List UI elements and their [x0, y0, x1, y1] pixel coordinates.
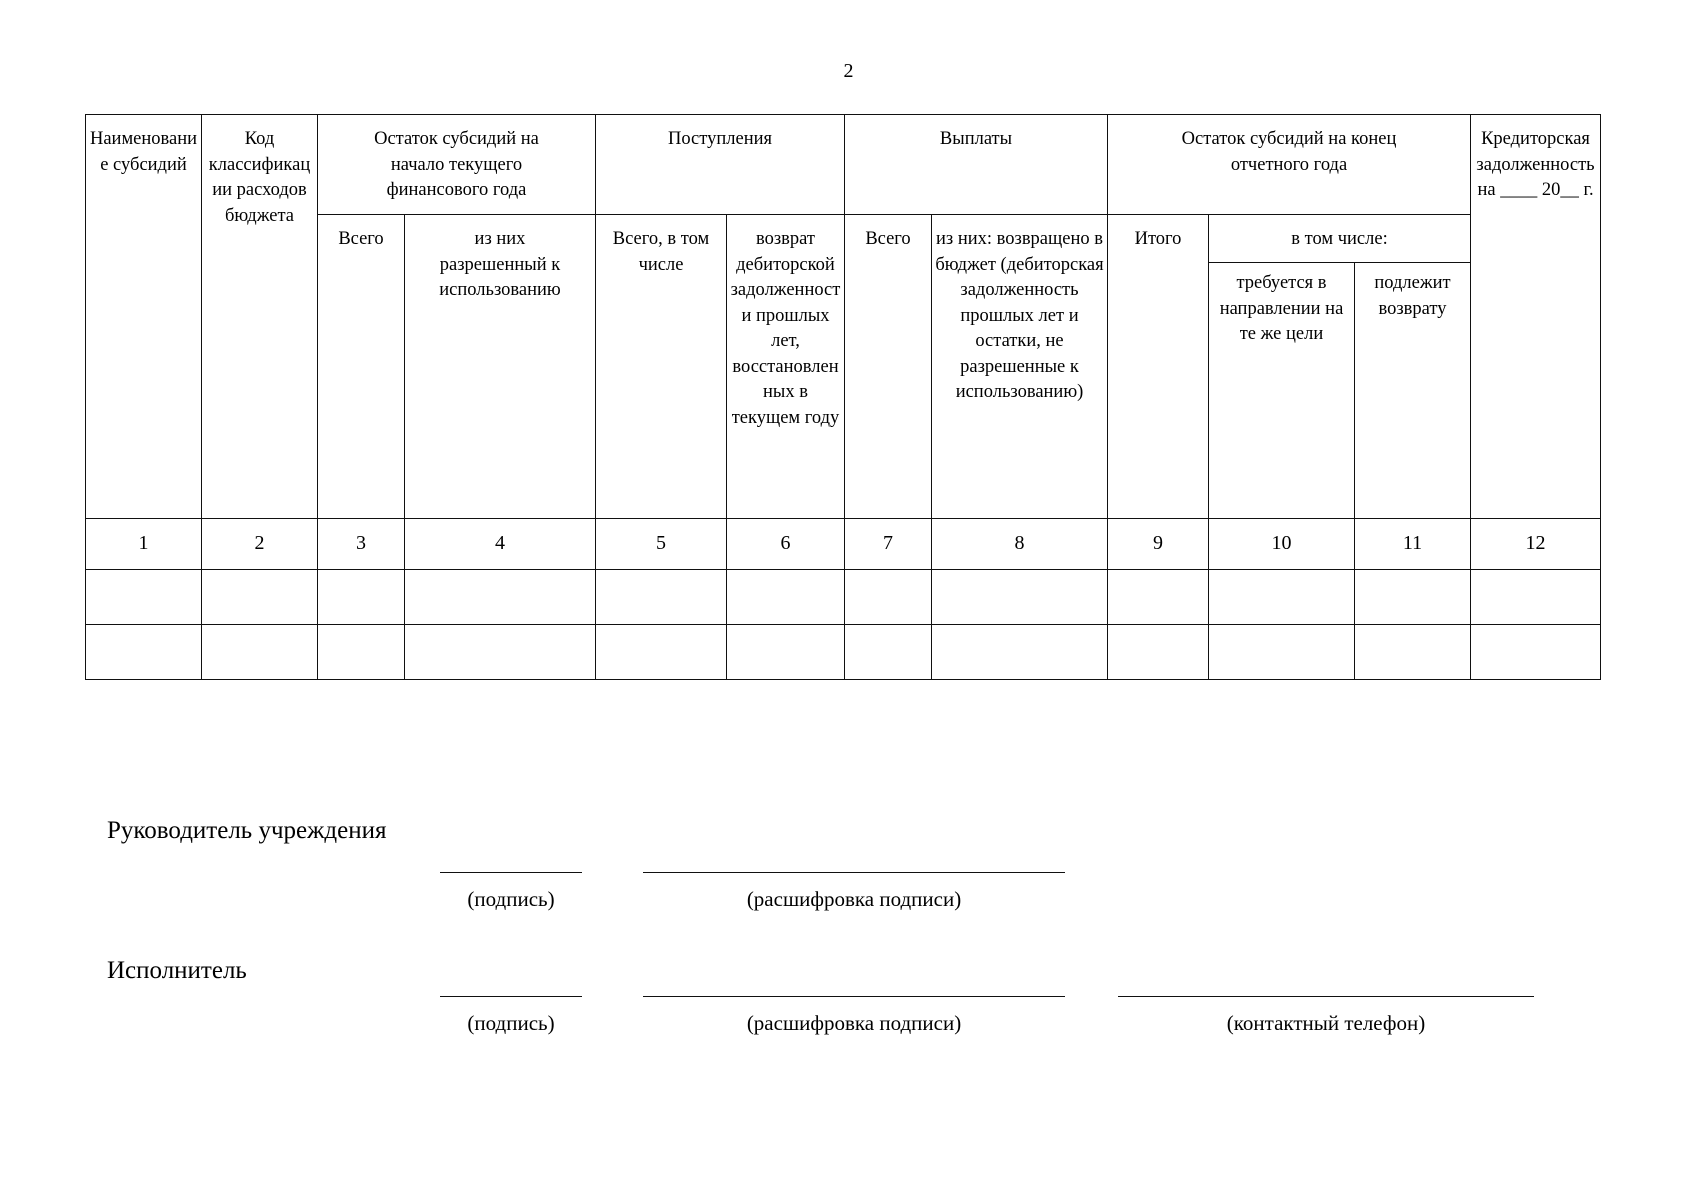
column-number: 12	[1471, 519, 1601, 570]
empty-cell[interactable]	[596, 625, 727, 680]
empty-cell[interactable]	[1471, 570, 1601, 625]
executor-signature-caption: (подпись)	[467, 1011, 555, 1035]
table-row	[86, 625, 1601, 680]
header-receipts: Поступления	[596, 115, 845, 215]
empty-cell[interactable]	[318, 570, 405, 625]
column-number: 10	[1209, 519, 1355, 570]
header-receipts-total: Всего, в том числе	[596, 215, 727, 519]
column-number: 9	[1108, 519, 1209, 570]
executor-title: Исполнитель	[107, 957, 247, 984]
header-payments-total: Всего	[845, 215, 932, 519]
subsidy-report-table	[85, 114, 1601, 680]
column-number: 8	[932, 519, 1108, 570]
empty-cell[interactable]	[845, 570, 932, 625]
header-budget-code: Код классификации расходов бюджета	[202, 115, 318, 519]
head-signature-caption: (подпись)	[467, 887, 555, 911]
empty-cell[interactable]	[845, 625, 932, 680]
header-payables: Кредиторская задолженность на ____ 20__ г.	[1471, 115, 1601, 519]
empty-cell[interactable]	[1355, 625, 1471, 680]
column-number: 2	[202, 519, 318, 570]
header-balance-end-return: подлежит возврату	[1355, 263, 1471, 519]
executor-phone-line[interactable]	[1118, 996, 1534, 997]
empty-cell[interactable]	[202, 625, 318, 680]
empty-cell[interactable]	[596, 570, 727, 625]
column-number: 5	[596, 519, 727, 570]
empty-cell[interactable]	[86, 570, 202, 625]
column-number: 4	[405, 519, 596, 570]
empty-cell[interactable]	[86, 625, 202, 680]
header-balance-start-total: Всего	[318, 215, 405, 519]
column-number: 7	[845, 519, 932, 570]
header-payments-returned: из них: возвращено в бюджет (дебиторская задолженность прошлых лет и остатки, не разрешенные к использованию)	[932, 215, 1108, 519]
header-subsidy-name: Наименование субсидий	[86, 115, 202, 519]
empty-cell[interactable]	[932, 625, 1108, 680]
head-signature-line[interactable]	[440, 872, 582, 873]
head-transcript-line[interactable]	[643, 872, 1065, 873]
header-receipts-return: возврат дебиторской задолженности прошлых лет, восстановленных в текущем году	[727, 215, 845, 519]
empty-cell[interactable]	[1471, 625, 1601, 680]
header-balance-end-needed: требуется в направлении на те же цели	[1209, 263, 1355, 519]
empty-cell[interactable]	[1209, 570, 1355, 625]
column-number: 11	[1355, 519, 1471, 570]
table-row	[86, 570, 1601, 625]
header-balance-end-total: Итого	[1108, 215, 1209, 519]
column-number: 1	[86, 519, 202, 570]
empty-cell[interactable]	[1108, 625, 1209, 680]
header-payments: Выплаты	[845, 115, 1108, 215]
head-transcript-caption: (расшифровка подписи)	[746, 887, 962, 911]
header-balance-end: Остаток субсидий на конец отчетного года	[1108, 115, 1471, 215]
empty-cell[interactable]	[405, 570, 596, 625]
empty-cell[interactable]	[405, 625, 596, 680]
header-balance-end-including: в том числе:	[1209, 215, 1471, 263]
empty-cell[interactable]	[1108, 570, 1209, 625]
header-balance-start-allowed: из них разрешенный к использованию	[405, 215, 596, 519]
executor-signature-line[interactable]	[440, 996, 582, 997]
header-balance-start: Остаток субсидий на начало текущего финансового года	[318, 115, 596, 215]
column-numbers-row	[86, 519, 1601, 570]
executor-phone-caption: (контактный телефон)	[1226, 1011, 1426, 1035]
empty-cell[interactable]	[727, 570, 845, 625]
head-title: Руководитель учреждения	[107, 817, 387, 844]
column-number: 6	[727, 519, 845, 570]
column-number: 3	[318, 519, 405, 570]
empty-cell[interactable]	[318, 625, 405, 680]
empty-cell[interactable]	[932, 570, 1108, 625]
empty-cell[interactable]	[202, 570, 318, 625]
executor-transcript-line[interactable]	[643, 996, 1065, 997]
empty-cell[interactable]	[1355, 570, 1471, 625]
page-number: 2	[843, 60, 854, 82]
executor-transcript-caption: (расшифровка подписи)	[746, 1011, 962, 1035]
empty-cell[interactable]	[727, 625, 845, 680]
empty-cell[interactable]	[1209, 625, 1355, 680]
